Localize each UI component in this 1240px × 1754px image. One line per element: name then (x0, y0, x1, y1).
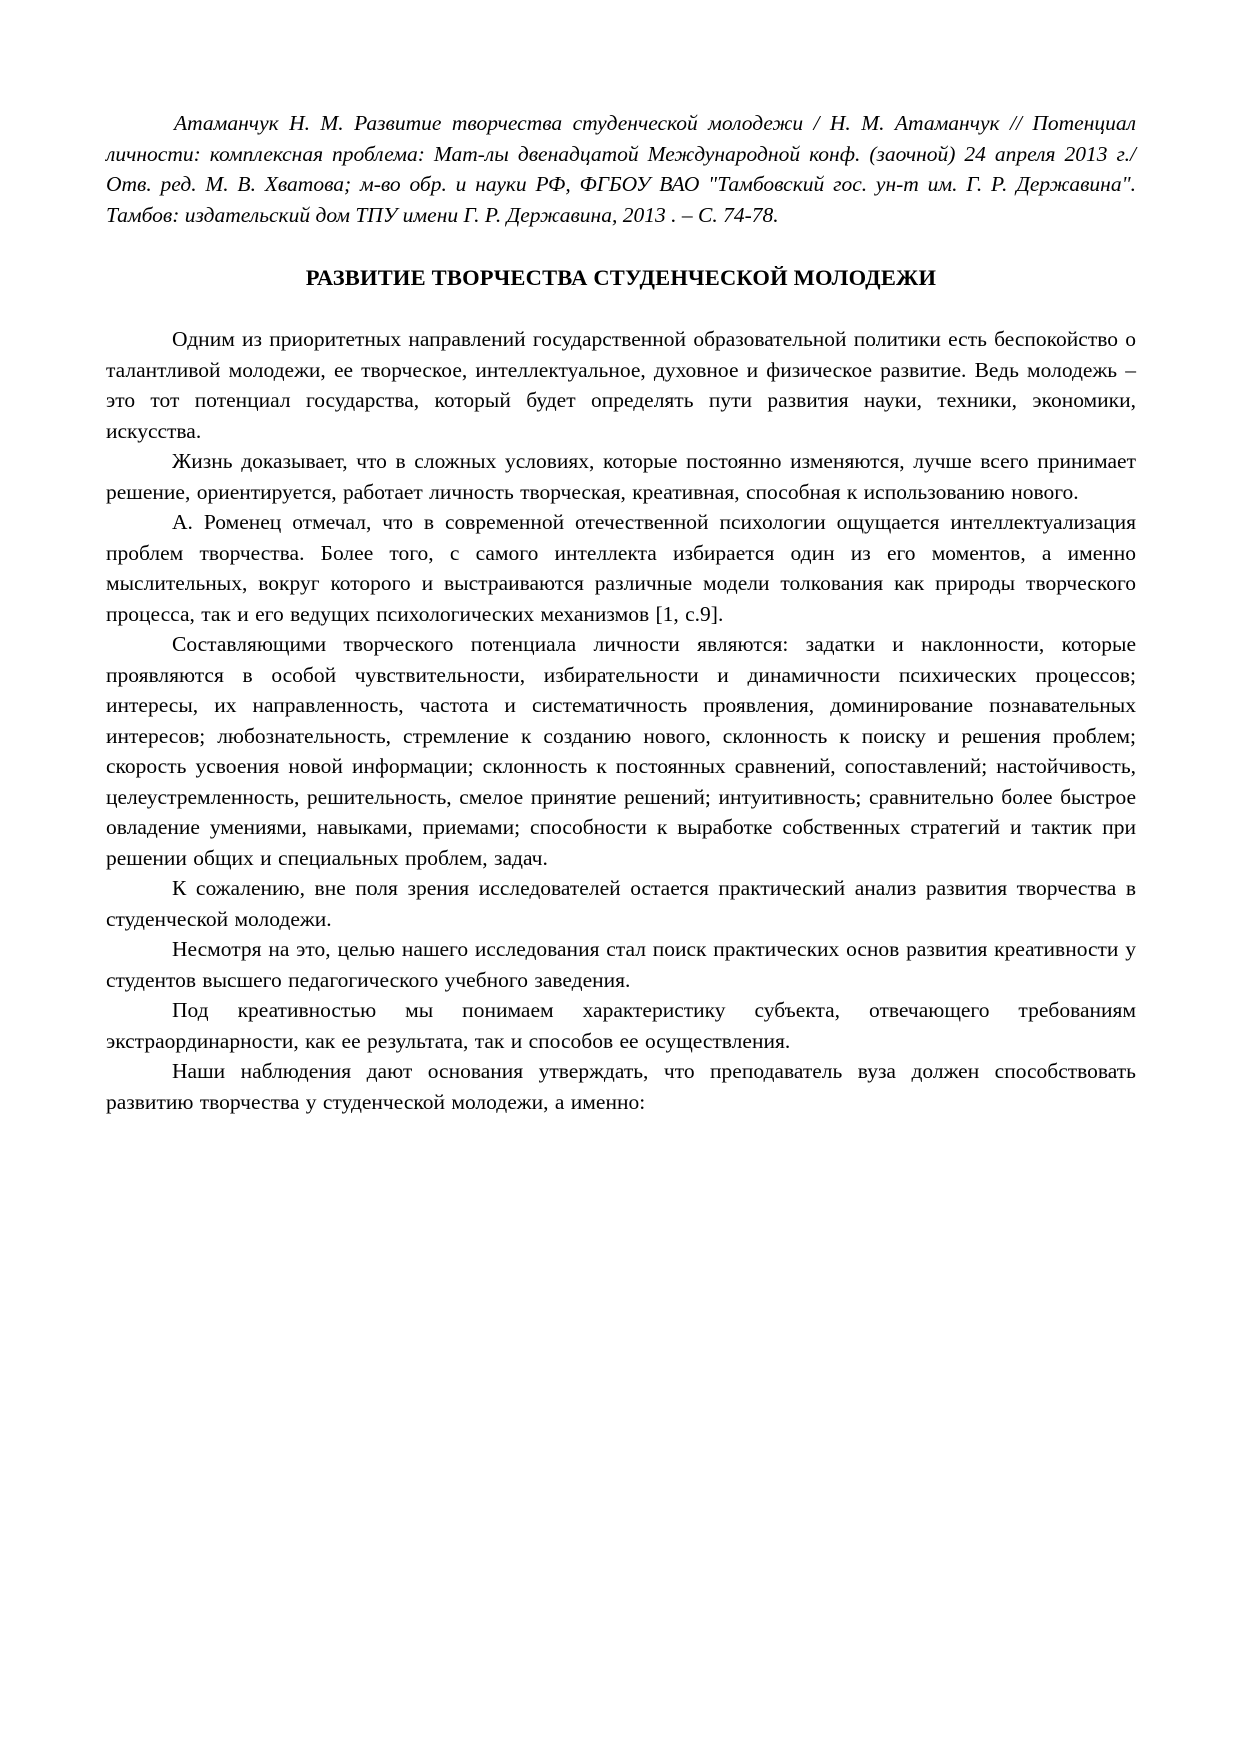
paragraph: Наши наблюдения дают основания утверждать, что преподаватель вуза должен способствовать развитию творчества у студенческой молодежи, а именно: (106, 1059, 1136, 1114)
page-title: РАЗВИТИЕ ТВОРЧЕСТВА СТУДЕНЧЕСКОЙ МОЛОДЕЖИ (305, 265, 937, 291)
paragraph: Одним из приоритетных направлений государственной образовательной политики есть беспокойство о талантливой молодежи, ее творческое, интеллектуальное, духовное и физическое развитие. Ведь молодежь – это тот потенциал государства, который будет определять пути развития науки, техники, экономики, искусства. (106, 327, 1136, 443)
paragraph: Жизнь доказывает, что в сложных условиях, которые постоянно изменяются, лучше всего принимает решение, ориентируется, работает личность творческая, креативная, способная к использованию нового. (106, 449, 1136, 504)
paragraph: К сожалению, вне поля зрения исследователей остается практический анализ развития творчества в студенческой молодежи. (106, 876, 1136, 931)
paragraph: Под креативностью мы понимаем характеристику субъекта, отвечающего требованиям экстраординарности, как ее результата, так и способов ее осуществления. (106, 998, 1136, 1053)
bibliographic-citation: Атаманчук Н. М. Развитие творчества студенческой молодежи / Н. М. Атаманчук // Потенциал личности: комплексная проблема: Мат-лы двенадцатой Международной конф. (заочной) 24 апреля 2013 г./ Отв. ред. М. В. Хватова; м-во обр. и науки РФ, ФГБОУ ВАО "Тамбовский гос. ун-т им. Г. Р. Державина". Тамбов: издательский дом ТПУ имени Г. Р. Державина, 2013 . – С. 74-78. (106, 111, 1136, 227)
paragraph: А. Роменец отмечал, что в современной отечественной психологии ощущается интеллектуализация проблем творчества. Более того, с самого интеллекта избирается один из его моментов, а именно мыслительных, вокруг которого и выстраиваются различные модели толкования как природы творческого процесса, так и его ведущих психологических механизмов [1, с.9]. (106, 510, 1136, 626)
paragraph: Несмотря на это, целью нашего исследования стал поиск практических основ развития креативности у студентов высшего педагогического учебного заведения. (106, 937, 1136, 992)
paragraph: Составляющими творческого потенциала личности являются: задатки и наклонности, которые проявляются в особой чувствительности, избирательности и динамичности психических процессов; интересы, их направленность, частота и систематичность проявления, доминирование познавательных интересов; любознательность, стремление к созданию нового, склонность к поиску и решения проблем; скорость усвоения новой информации; склонность к постоянных сравнений, сопоставлений; настойчивость, целеустремленность, решительность, смелое принятие решений; интуитивность; сравнительно более быстрое овладение умениями, навыками, приемами; способности к выработке собственных стратегий и тактик при решении общих и специальных проблем, задач. (106, 632, 1136, 870)
